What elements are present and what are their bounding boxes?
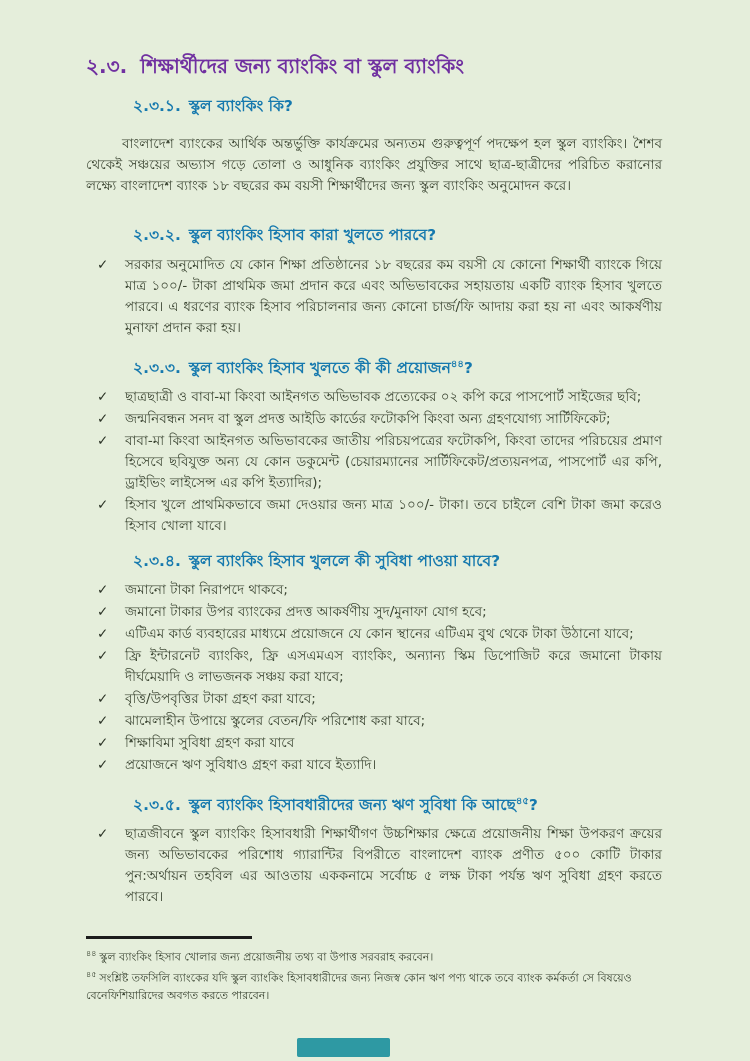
footnote-44 (86, 945, 662, 966)
list-item-text: শিক্ষাবিমা সুবিধা গ্রহণ করা যাবে (125, 735, 295, 751)
paragraph-school-banking-intro: বাংলাদেশ ব্যাংকের আর্থিক অন্তর্ভুক্তি কার্যক্রমের অন্যতম গুরুত্বপূর্ণ পদক্ষেপ হল স্কুল ব্যাংকিং। শৈশব থেকেই সঞ্চয়ের অভ্যাস গড়ে তোলা ও আধুনিক ব্যাংকিং প্রযুক্তির সাথে ছাত্র-ছাত্রীদের পরিচিত করানোর লক্ষ্যে বাংলাদেশ ব্যাংক ১৮ বছরের কম বয়সী শিক্ষার্থীদের জন্য স্কুল ব্যাংকিং অনুমোদন করে। (86, 136, 662, 194)
list-item (86, 689, 662, 710)
list-item-text: ছাত্রজীবনে স্কুল ব্যাংকিং হিসাবধারী শিক্ষার্থীগণ উচ্চশিক্ষার ক্ষেত্রে প্রয়োজনীয় শিক্ষা উপকরণ ক্রয়ের জন্য অভিভাবকের পরিশোধ গ্যারান্টির বিপরীতে বাংলাদেশ ব্যাংক প্রণীত ৫০০ কোটি টাকার পুন:অর্থায়ন তহবিল এর আওতায় এককনামে সর্বোচ্চ ৫ লক্ষ টাকা পর্যন্ত ঋণ সুবিধা গ্রহণ করতে পারবে। (125, 826, 662, 905)
footnotes-block (86, 936, 662, 1005)
list-item (86, 495, 662, 537)
list-item (86, 733, 662, 754)
list-item (86, 824, 662, 908)
checkmark-icon: ✓ (97, 826, 109, 842)
footnote-marker: ৪৪ (86, 949, 97, 958)
checkmark-icon: ✓ (97, 757, 109, 773)
section-2-3-heading (86, 52, 662, 80)
list-item (86, 255, 662, 339)
list-item-text: ছাত্রছাত্রী ও বাবা-মা কিংবা আইনগত অভিভাবক প্রত্যেকের ০২ কপি করে পাসপোর্ট সাইজের ছবি; (125, 389, 642, 405)
footnote-text: সংশ্লিষ্ট তফসিলি ব্যাংকের যদি স্কুল ব্যাংকিং হিসাবধারীদের জন্য নিজস্ব কোন ঋণ পণ্য থাকে তবে ব্যাংক কর্মকর্তা সে বিষয়েও বেনেফিশিয়ারিদের অবগত করতে পারবেন। (86, 971, 632, 1003)
subsection-number: ২.৩.৩. (133, 359, 181, 377)
checkmark-icon: ✓ (97, 433, 109, 449)
checkmark-icon: ✓ (97, 497, 109, 513)
list-item-text: ফ্রি ইন্টারনেট ব্যাংকিং, ফ্রি এসএমএস ব্যাংকিং, অন্যান্য স্কিম ডিপোজিট করে জমানো টাকায় দীর্ঘমেয়াদি ও লাভজনক সঞ্চয় করা যাবে; (125, 648, 662, 685)
checkmark-icon: ✓ (97, 713, 109, 729)
subsection-2-3-1-heading (133, 95, 662, 117)
section-number: ২.৩. (86, 54, 128, 78)
list-item (86, 580, 662, 601)
list-item-text: হিসাব খুলে প্রাথমিকভাবে জমা দেওয়ার জন্য মাত্র ১০০/- টাকা। তবে চাইলে বেশি টাকা জমা করেও হিসাব খোলা যাবে। (125, 497, 662, 534)
checkmark-icon: ✓ (97, 691, 109, 707)
footnote-45 (86, 966, 662, 1005)
list-item (86, 755, 662, 776)
subsection-2-3-2-heading (133, 224, 662, 246)
subsection-number: ২.৩.১. (133, 97, 181, 115)
list-item (86, 602, 662, 623)
subsection-number: ২.৩.২. (133, 226, 181, 244)
subsection-2-3-5-heading (133, 794, 662, 816)
subsection-2-3-3-heading (133, 357, 662, 379)
footnote-ref-45: ৪৫ (515, 795, 529, 807)
list-item (86, 431, 662, 494)
list-item (86, 624, 662, 645)
list-item-text: বাবা-মা কিংবা আইনগত অভিভাবকের জাতীয় পরিচয়পত্রের ফটোকপি, কিংবা তাদের পরিচয়ের প্রমাণ হিসেবে ছবিযুক্ত অন্য যে কোন ডকুমেন্ট (চেয়ারম্যানের সার্টিফিকেট/প্রত্যয়নপত্র, পাসপোর্ট এর কপি, ড্রাইভিং লাইসেন্স এর কপি ইত্যাদির); (125, 433, 662, 491)
checklist-requirements (86, 387, 662, 537)
list-item (86, 409, 662, 430)
subsection-title-tail: ? (528, 796, 538, 814)
subsection-title: স্কুল ব্যাংকিং কি? (188, 97, 293, 115)
page-footer-bar (297, 1038, 390, 1057)
list-item-text: জমানো টাকা নিরাপদে থাকবে; (125, 582, 288, 598)
section-title: শিক্ষার্থীদের জন্য ব্যাংকিং বা স্কুল ব্যাংকিং (140, 54, 465, 78)
list-item-text: ঝামেলাহীন উপায়ে স্কুলের বেতন/ফি পরিশোধ করা যাবে; (125, 713, 426, 729)
list-item-text: প্রয়োজনে ঋণ সুবিধাও গ্রহণ করা যাবে ইত্যাদি। (125, 757, 377, 773)
list-item-text: বৃত্তি/উপবৃত্তির টাকা গ্রহণ করা যাবে; (125, 691, 316, 707)
footnote-marker: ৪৫ (86, 970, 97, 980)
subsection-number: ২.৩.৫. (133, 796, 181, 814)
list-item (86, 646, 662, 688)
list-item (86, 711, 662, 732)
list-item-text: সরকার অনুমোদিত যে কোন শিক্ষা প্রতিষ্ঠানের ১৮ বছরের কম বয়সী যে কোনো শিক্ষার্থী ব্যাংকে গিয়ে মাত্র ১০০/- টাকা প্রাথমিক জমা প্রদান করে এবং অভিভাবকের সহায়তায় একটি ব্যাংক হিসাব খুলতে পারবে। এ ধরণের ব্যাংক হিসাব পরিচালনার জন্য কোনো চার্জ/ফি আদায় করা হয় না এবং আকর্ষণীয় মুনাফা প্রদান করা হয়। (125, 257, 662, 336)
list-item-text: জমানো টাকার উপর ব্যাংকের প্রদত্ত আকর্ষণীয় সুদ/মুনাফা যোগ হবে; (125, 604, 487, 620)
list-item (86, 387, 662, 408)
checkmark-icon: ✓ (97, 257, 109, 273)
checkmark-icon: ✓ (97, 648, 109, 664)
checkmark-icon: ✓ (97, 582, 109, 598)
checkmark-icon: ✓ (97, 389, 109, 405)
checkmark-icon: ✓ (97, 411, 109, 427)
subsection-title: স্কুল ব্যাংকিং হিসাব কারা খুলতে পারবে? (188, 226, 437, 244)
footnote-ref-44: ৪৪ (450, 358, 464, 370)
footnote-separator (86, 936, 252, 939)
subsection-title-tail: ? (463, 359, 473, 377)
subsection-2-3-4-heading (133, 550, 662, 572)
subsection-number: ২.৩.৪. (133, 552, 181, 570)
checkmark-icon: ✓ (97, 604, 109, 620)
subsection-title: স্কুল ব্যাংকিং হিসাব খুললে কী সুবিধা পাওয়া যাবে? (188, 552, 501, 570)
list-item-text: এটিএম কার্ড ব্যবহারের মাধ্যমে প্রয়োজনে যে কোন স্থানের এটিএম বুথ থেকে টাকা উঠানো যাবে; (125, 626, 634, 642)
checklist-who-can-open (86, 255, 662, 339)
checklist-loan-facility (86, 824, 662, 908)
checkmark-icon: ✓ (97, 626, 109, 642)
subsection-title: স্কুল ব্যাংকিং হিসাবধারীদের জন্য ঋণ সুবিধা কি আছে (188, 796, 516, 814)
checkmark-icon: ✓ (97, 735, 109, 751)
footnote-text: স্কুল ব্যাংকিং হিসাব খোলার জন্য প্রয়োজনীয় তথ্য বা উপাত্ত সরবরাহ করবেন। (99, 950, 434, 964)
list-item-text: জন্মনিবন্ধন সনদ বা স্কুল প্রদত্ত আইডি কার্ডের ফটোকপি কিংবা অন্য গ্রহণযোগ্য সার্টিফিকেট; (125, 411, 611, 427)
subsection-title: স্কুল ব্যাংকিং হিসাব খুলতে কী কী প্রয়োজন (188, 359, 451, 377)
checklist-benefits (86, 580, 662, 776)
